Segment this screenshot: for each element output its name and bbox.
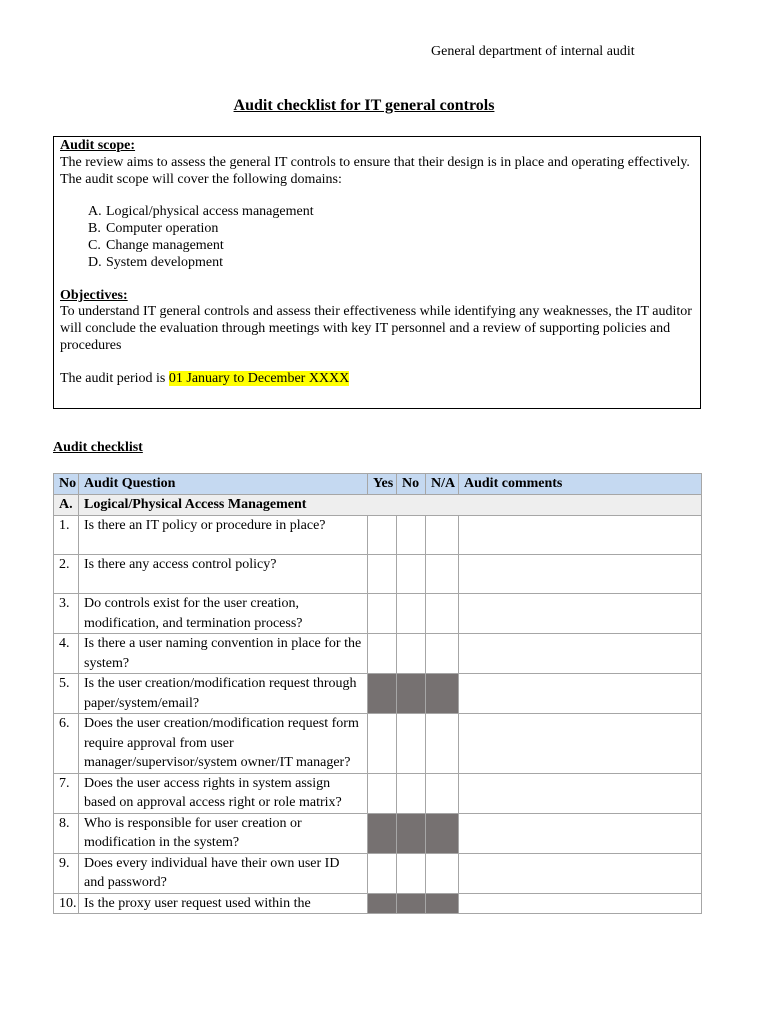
section-number: A. bbox=[54, 495, 79, 516]
na-cell[interactable] bbox=[426, 773, 459, 813]
section-title: Logical/Physical Access Management bbox=[79, 495, 702, 516]
column-header-yes: Yes bbox=[368, 474, 397, 495]
yes-cell[interactable] bbox=[368, 634, 397, 674]
row-number: 10. bbox=[54, 893, 79, 914]
row-number: 3. bbox=[54, 594, 79, 634]
row-number: 5. bbox=[54, 674, 79, 714]
row-question: Is the proxy user request used within the bbox=[79, 893, 368, 914]
domain-list bbox=[60, 204, 694, 271]
yes-cell[interactable] bbox=[368, 555, 397, 594]
domain-label: Computer operation bbox=[106, 221, 219, 237]
yes-cell[interactable] bbox=[368, 773, 397, 813]
no-cell[interactable] bbox=[397, 773, 426, 813]
table-row bbox=[54, 714, 702, 774]
row-question: Is there a user naming convention in place for the system? bbox=[79, 634, 368, 674]
na-cell[interactable] bbox=[426, 516, 459, 555]
row-number: 7. bbox=[54, 773, 79, 813]
row-number: 4. bbox=[54, 634, 79, 674]
domain-item bbox=[88, 204, 694, 221]
row-number: 2. bbox=[54, 555, 79, 594]
table-row bbox=[54, 813, 702, 853]
audit-period-value: 01 January to December XXXX bbox=[168, 370, 350, 386]
comment-cell[interactable] bbox=[459, 813, 702, 853]
na-cell-shaded bbox=[426, 813, 459, 853]
no-cell[interactable] bbox=[397, 634, 426, 674]
audit-period bbox=[60, 371, 694, 388]
domain-label: System development bbox=[106, 254, 224, 270]
no-cell[interactable] bbox=[397, 594, 426, 634]
yes-cell[interactable] bbox=[368, 594, 397, 634]
na-cell[interactable] bbox=[426, 853, 459, 893]
no-cell[interactable] bbox=[397, 714, 426, 774]
table-row bbox=[54, 555, 702, 594]
row-number: 1. bbox=[54, 516, 79, 555]
table-header-row bbox=[54, 474, 702, 495]
table-row bbox=[54, 674, 702, 714]
no-cell[interactable] bbox=[397, 555, 426, 594]
comment-cell[interactable] bbox=[459, 893, 702, 914]
no-cell[interactable] bbox=[397, 516, 426, 555]
row-question: Does the user creation/modification request form require approval from user manager/supervisor/system owner/IT manager? bbox=[79, 714, 368, 774]
row-question: Is there any access control policy? bbox=[79, 555, 368, 594]
table-row bbox=[54, 516, 702, 555]
comment-cell[interactable] bbox=[459, 773, 702, 813]
domain-item bbox=[88, 255, 694, 272]
row-question: Do controls exist for the user creation, modification, and termination process? bbox=[79, 594, 368, 634]
table-row bbox=[54, 773, 702, 813]
row-number: 8. bbox=[54, 813, 79, 853]
audit-scope-intro: The review aims to assess the general IT controls to ensure that their design is in place and operating effectively. The audit scope will cover the following domains: bbox=[60, 154, 690, 187]
yes-cell-shaded bbox=[368, 893, 397, 914]
checklist-heading: Audit checklist bbox=[53, 440, 143, 455]
no-cell-shaded bbox=[397, 813, 426, 853]
domain-letter: D. bbox=[88, 254, 102, 270]
objectives-heading: Objectives: bbox=[60, 287, 128, 303]
domain-letter: C. bbox=[88, 237, 101, 253]
yes-cell[interactable] bbox=[368, 714, 397, 774]
department-header: General department of internal audit bbox=[431, 44, 635, 59]
na-cell-shaded bbox=[426, 674, 459, 714]
audit-period-label: The audit period is bbox=[60, 370, 169, 386]
column-header-comments: Audit comments bbox=[459, 474, 702, 495]
na-cell-shaded bbox=[426, 893, 459, 914]
row-question: Does every individual have their own user ID and password? bbox=[79, 853, 368, 893]
domain-letter: B. bbox=[88, 221, 101, 237]
comment-cell[interactable] bbox=[459, 714, 702, 774]
row-number: 6. bbox=[54, 714, 79, 774]
table-row bbox=[54, 853, 702, 893]
comment-cell[interactable] bbox=[459, 674, 702, 714]
row-number: 9. bbox=[54, 853, 79, 893]
domain-letter: A. bbox=[88, 204, 102, 220]
domain-item bbox=[88, 238, 694, 255]
na-cell[interactable] bbox=[426, 634, 459, 674]
no-cell-shaded bbox=[397, 893, 426, 914]
column-header-no-answer: No bbox=[397, 474, 426, 495]
column-header-no: No bbox=[54, 474, 79, 495]
row-question: Is there an IT policy or procedure in place? bbox=[79, 516, 368, 555]
column-header-question: Audit Question bbox=[79, 474, 368, 495]
comment-cell[interactable] bbox=[459, 594, 702, 634]
na-cell[interactable] bbox=[426, 555, 459, 594]
row-question: Who is responsible for user creation or modification in the system? bbox=[79, 813, 368, 853]
domain-item bbox=[88, 221, 694, 238]
table-row bbox=[54, 634, 702, 674]
no-cell-shaded bbox=[397, 674, 426, 714]
audit-scope-box bbox=[53, 136, 701, 409]
domain-label: Change management bbox=[106, 237, 224, 253]
na-cell[interactable] bbox=[426, 714, 459, 774]
section-row bbox=[54, 495, 702, 516]
comment-cell[interactable] bbox=[459, 516, 702, 555]
comment-cell[interactable] bbox=[459, 555, 702, 594]
audit-scope-heading: Audit scope: bbox=[60, 138, 136, 153]
table-row bbox=[54, 893, 702, 914]
yes-cell-shaded bbox=[368, 813, 397, 853]
na-cell[interactable] bbox=[426, 594, 459, 634]
yes-cell[interactable] bbox=[368, 516, 397, 555]
objectives-text: To understand IT general controls and assess their effectiveness while identifying any weaknesses, the IT auditor will conclude the evaluation through meetings with key IT personnel and a review of supporting policies and procedures bbox=[60, 304, 692, 353]
row-question: Is the user creation/modification request through paper/system/email? bbox=[79, 674, 368, 714]
document-title: Audit checklist for IT general controls bbox=[233, 97, 495, 114]
table-row bbox=[54, 594, 702, 634]
column-header-na: N/A bbox=[426, 474, 459, 495]
yes-cell[interactable] bbox=[368, 853, 397, 893]
comment-cell[interactable] bbox=[459, 853, 702, 893]
domain-label: Logical/physical access management bbox=[106, 204, 314, 220]
no-cell[interactable] bbox=[397, 853, 426, 893]
audit-checklist-table bbox=[53, 473, 702, 914]
yes-cell-shaded bbox=[368, 674, 397, 714]
row-question: Does the user access rights in system assign based on approval access right or role matrix? bbox=[79, 773, 368, 813]
comment-cell[interactable] bbox=[459, 634, 702, 674]
